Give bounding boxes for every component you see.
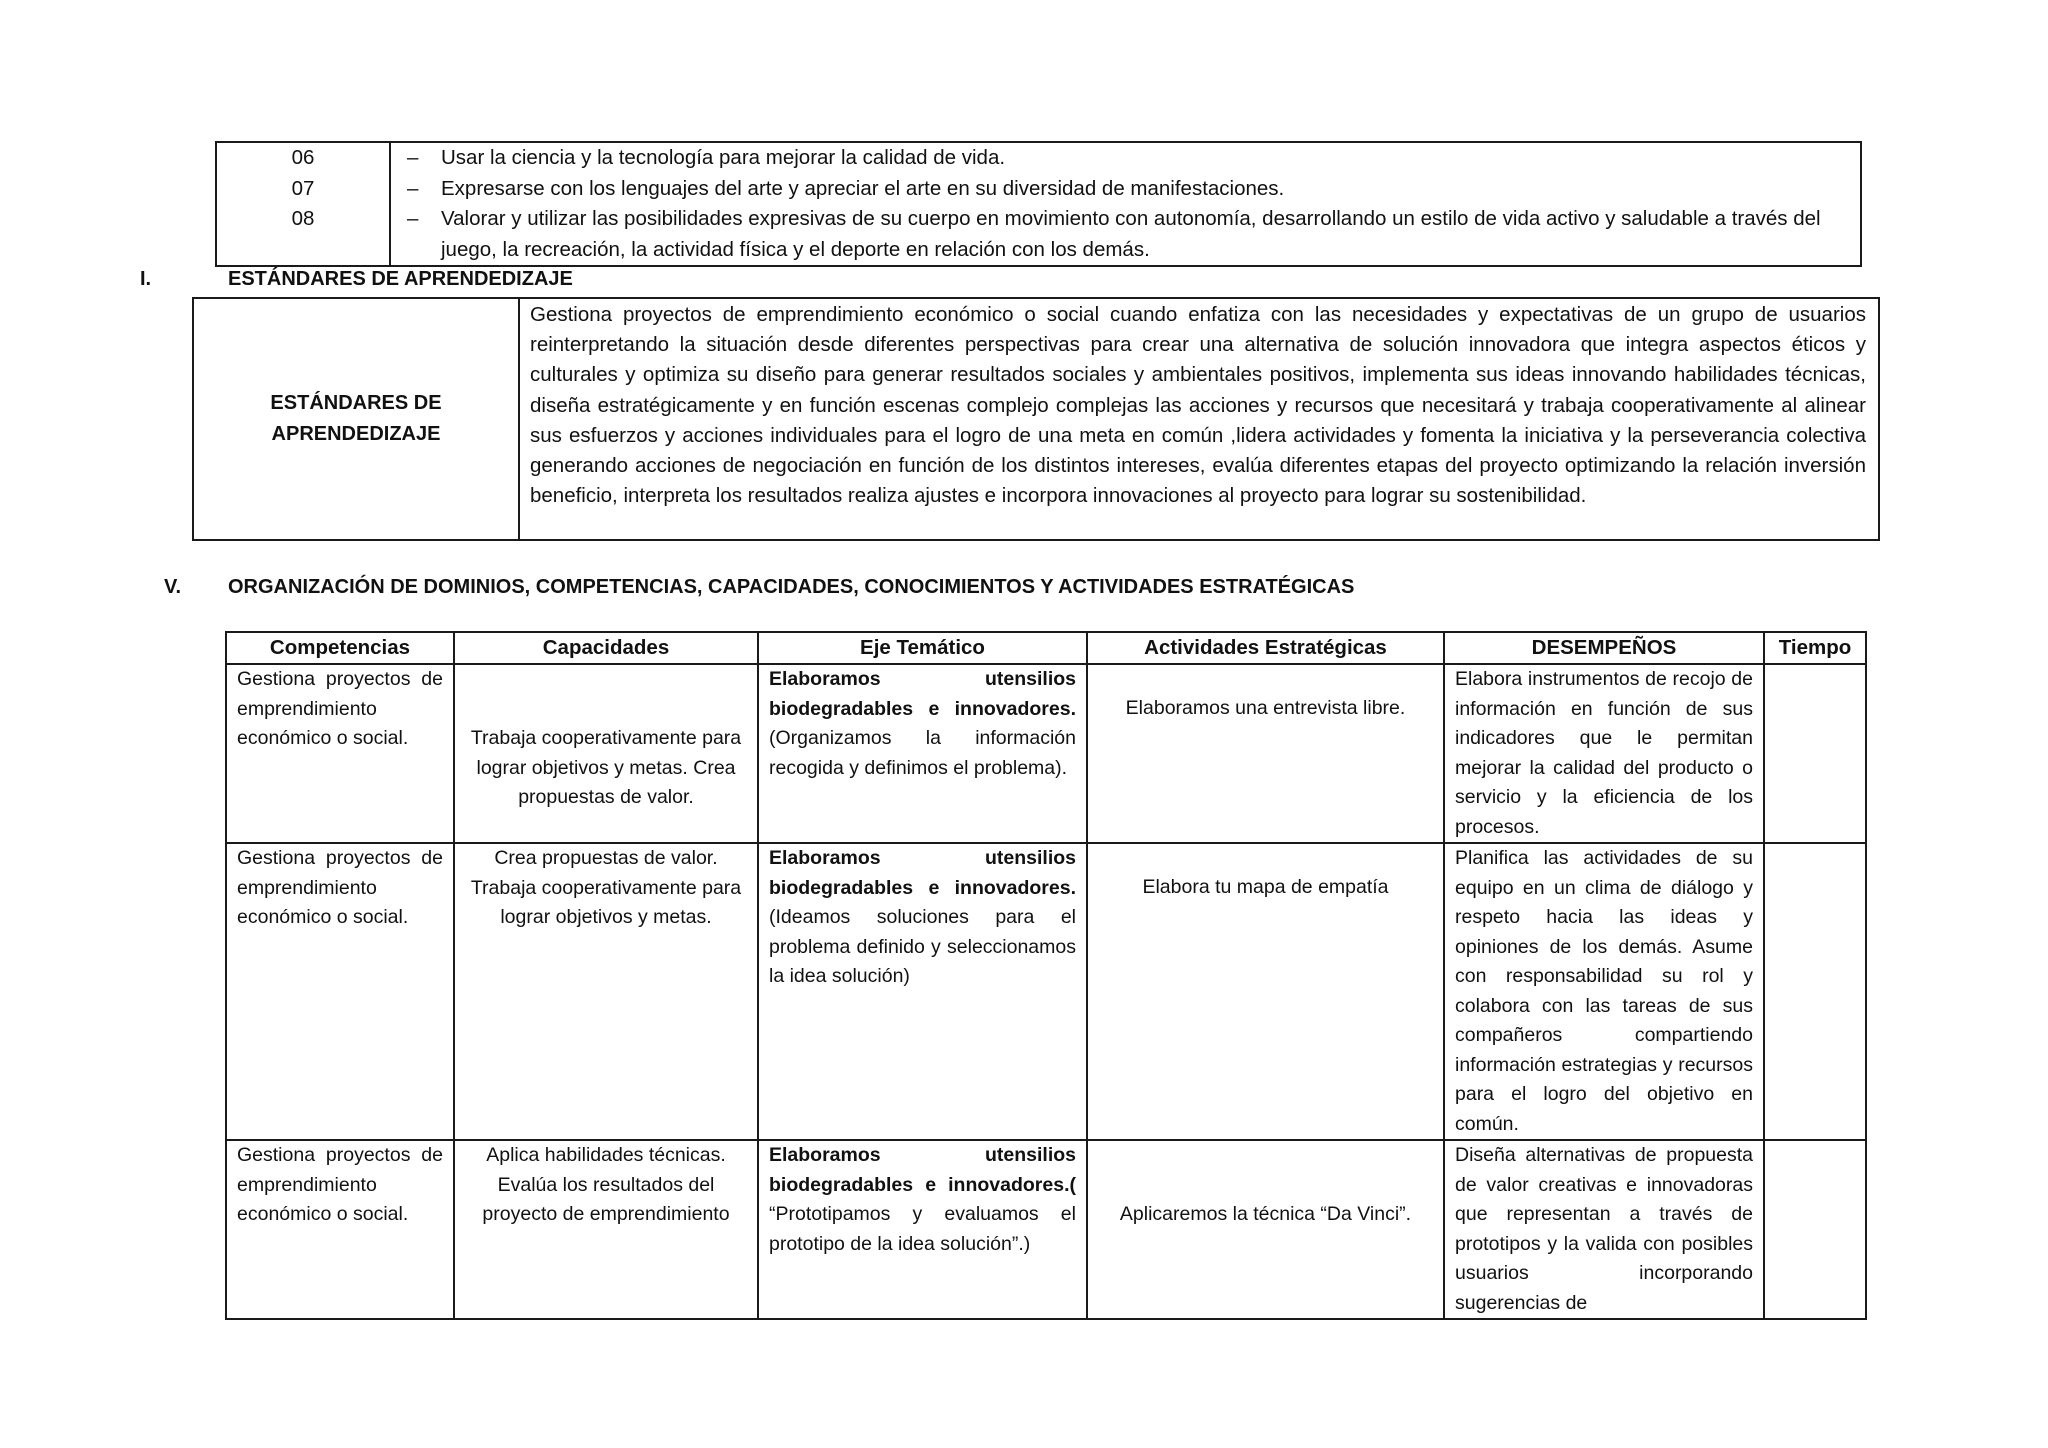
actividad-cell: Elaboramos una entrevista libre. <box>1087 664 1444 843</box>
capacidades-cell: Aplica habilidades técnicas. Evalúa los resultados del proyecto de emprendimiento <box>454 1140 758 1319</box>
section-v-heading <box>164 576 1354 599</box>
standards-label-line: ESTÁNDARES DE <box>270 392 442 414</box>
competencia-texts <box>390 142 1861 266</box>
standards-label <box>193 298 519 540</box>
standards-table <box>192 297 1880 541</box>
tiempo-cell <box>1764 843 1866 1140</box>
eje-title: Elaboramos utensilios biodegradables e innovadores.( <box>769 1144 1076 1196</box>
dash-bullet: – <box>407 207 419 230</box>
competencia-numbers <box>216 142 390 266</box>
tiempo-cell <box>1764 664 1866 843</box>
eje-description: “Prototipamos y evaluamos el prototipo de la idea solución”.) <box>769 1203 1076 1255</box>
column-header: Eje Temático <box>758 632 1087 664</box>
competencia-cell: Gestiona proyectos de emprendimiento económico o social. <box>226 664 454 843</box>
competencia-cell: Gestiona proyectos de emprendimiento económico o social. <box>226 843 454 1140</box>
table-row <box>226 664 1866 843</box>
actividad-cell: Elabora tu mapa de empatía <box>1087 843 1444 1140</box>
column-header: Competencias <box>226 632 454 664</box>
desempeno-cell: Diseña alternativas de propuesta de valor creativas e innovadoras que representan a través de prototipos y la valida con posibles usuarios incorporando sugerencias de <box>1444 1140 1764 1319</box>
eje-description: (Organizamos la información recogida y definimos el problema). <box>769 727 1076 779</box>
eje-tematico-cell <box>758 664 1087 843</box>
column-header: Tiempo <box>1764 632 1866 664</box>
column-header: Capacidades <box>454 632 758 664</box>
table-row <box>226 843 1866 1140</box>
competencia-number: 07 <box>291 176 315 200</box>
capacidades-cell: Crea propuestas de valor. Trabaja cooperativamente para lograr objetivos y metas. <box>454 843 758 1140</box>
dash-bullet: – <box>407 176 419 200</box>
standards-text: Gestiona proyectos de emprendimiento económico o social cuando enfatiza con las necesidades y expectativas de un grupo de usuarios reinterpretando la situación desde diferentes perspectivas para crear una alternativa de solución innovadora que integra aspectos éticos y culturales y optimiza su diseño para generar resultados sociales y ambientales positivos, implementa sus ideas innovando habilidades técnicas, diseña estratégicamente y en función escenas complejo complejas las acciones y recursos que necesitará y trabaja cooperativamente al alinear sus esfuerzos y acciones individuales para el logro de una meta en común ,lidera actividades y fomenta la iniciativa y la perseverancia colectiva generando acciones de negociación en función de los distintos intereses, evalúa diferentes etapas del proyecto optimizando la relación inversión beneficio, interpreta los resultados realiza ajustes e incorpora innovaciones al proyecto para lograr su sostenibilidad. <box>519 298 1879 540</box>
desempeno-cell: Planifica las actividades de su equipo en un clima de diálogo y respeto hacia las ideas y opiniones de los demás. Asume con responsabilidad su rol y colabora con las tareas de sus compañeros compartiendo información estrategias y recursos para el logro del objetivo en común. <box>1444 843 1764 1140</box>
eje-description: (Ideamos soluciones para el problema definido y seleccionamos la idea solución) <box>769 906 1076 987</box>
desempeno-cell: Elabora instrumentos de recojo de información en función de sus indicadores que le permitan mejorar la calidad del producto o servicio y la eficiencia de los procesos. <box>1444 664 1764 843</box>
section-i-heading <box>140 268 573 291</box>
competencia-text: Expresarse con los lenguajes del arte y apreciar el arte en su diversidad de manifestaciones. <box>441 176 1285 200</box>
section-number: I. <box>140 268 152 290</box>
eje-tematico-cell <box>758 1140 1087 1319</box>
competencias-table <box>215 141 1862 267</box>
competencia-line <box>407 143 1850 174</box>
competencia-number: 06 <box>291 146 315 169</box>
section-title: ORGANIZACIÓN DE DOMINIOS, COMPETENCIAS, CAPACIDADES, CONOCIMIENTOS Y ACTIVIDADES ESTRATÉGICAS <box>228 576 1355 598</box>
table-row <box>193 298 1879 540</box>
section-title: ESTÁNDARES DE APRENDEDIZAJE <box>228 268 573 290</box>
actividad-cell: Aplicaremos la técnica “Da Vinci”. <box>1087 1140 1444 1319</box>
table-row <box>226 1140 1866 1319</box>
tiempo-cell <box>1764 1140 1866 1319</box>
standards-label-line: APRENDEDIZAJE <box>271 423 441 445</box>
competencia-line <box>407 204 1850 265</box>
competencia-line <box>407 174 1850 205</box>
column-header: DESEMPEÑOS <box>1444 632 1764 664</box>
competencia-text: Valorar y utilizar las posibilidades expresivas de su cuerpo en movimiento con autonomía, desarrollando un estilo de vida activo y saludable a través del juego, la recreación, la actividad física y el deporte en relación con los demás. <box>441 207 1821 261</box>
section-number: V. <box>164 576 182 598</box>
table-row <box>216 142 1861 266</box>
competencia-text: Usar la ciencia y la tecnología para mejorar la calidad de vida. <box>441 146 1006 169</box>
eje-title: Elaboramos utensilios biodegradables e innovadores. <box>769 847 1076 899</box>
table-header-row <box>226 632 1866 664</box>
organization-table <box>225 631 1867 1320</box>
dash-bullet: – <box>407 146 419 169</box>
eje-title: Elaboramos utensilios biodegradables e innovadores. <box>769 668 1076 720</box>
eje-tematico-cell <box>758 843 1087 1140</box>
capacidades-cell: Trabaja cooperativamente para lograr objetivos y metas. Crea propuestas de valor. <box>454 664 758 843</box>
column-header: Actividades Estratégicas <box>1087 632 1444 664</box>
competencia-cell: Gestiona proyectos de emprendimiento económico o social. <box>226 1140 454 1319</box>
competencia-number: 08 <box>291 207 315 230</box>
